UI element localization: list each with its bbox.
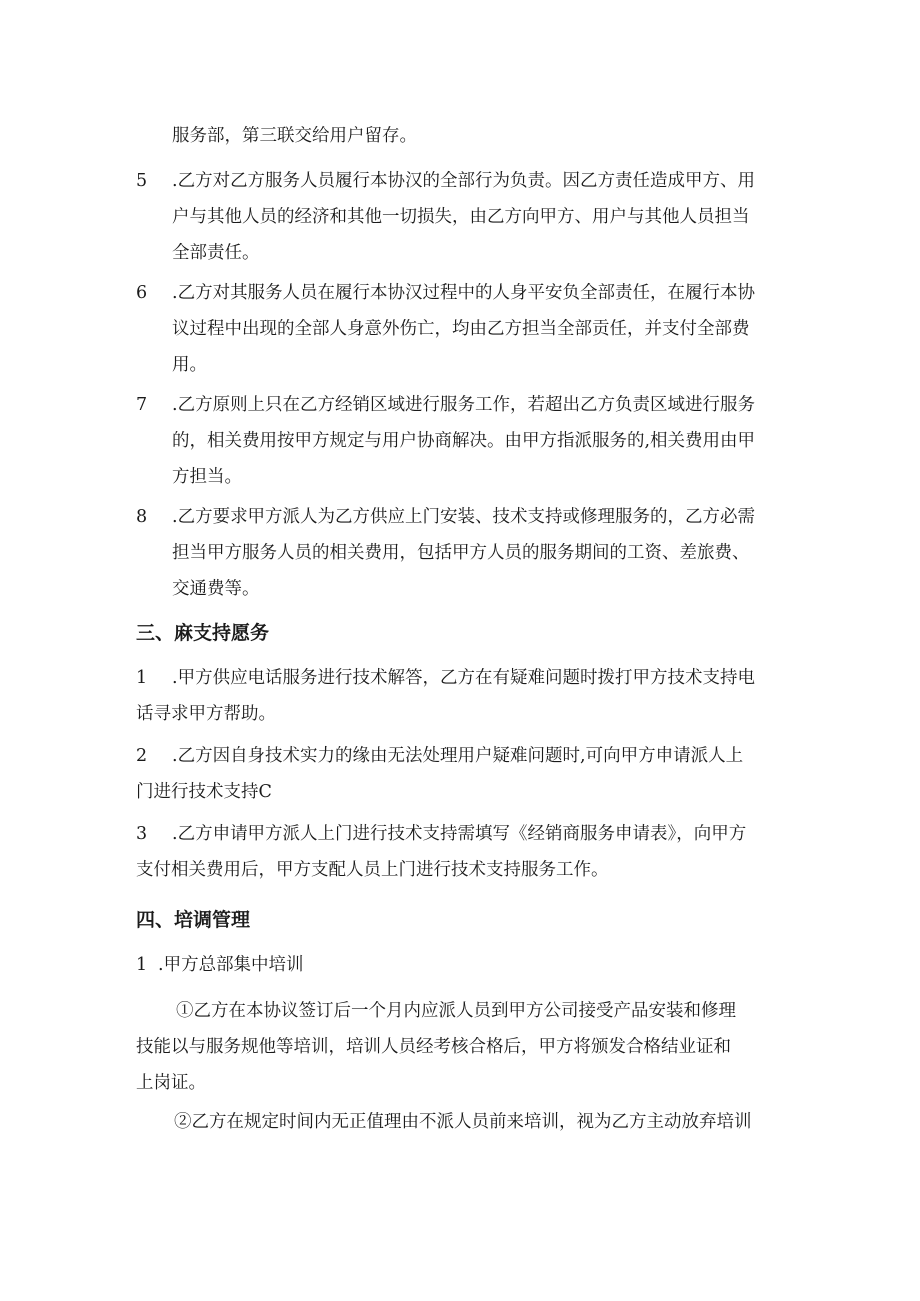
item-number: 5 <box>136 171 148 191</box>
paragraph-line: 全部责任。 <box>172 243 260 263</box>
paragraph-line: ①乙方在本协议签订后一个月内应派人员到甲方公司接受产品安装和修理 <box>176 1001 736 1021</box>
section4-subheading <box>136 947 304 983</box>
paragraph-line: 话寻求甲方帮助。 <box>136 704 276 724</box>
paragraph-line: 户与其他人员的经济和其他一切损失，由乙方向甲方、用户与其他人员担当 <box>172 207 750 227</box>
paragraph-line: .乙方原则上只在乙方经销区域进行服务工作，若超出乙方负责区域进行服务 <box>172 395 756 415</box>
list-item-8 <box>136 499 755 607</box>
paragraph-line: 交通费等。 <box>172 579 260 599</box>
item-number: 8 <box>136 507 148 527</box>
paragraph-line: 议过程中出现的全部人身意外伤亡，均由乙方担当全部贡任，并支付全部费 <box>172 319 750 339</box>
list-item-7 <box>136 387 755 495</box>
item-number: 1 <box>136 668 148 688</box>
paragraph-line: .乙方要求甲方派人为乙方供应上门安装、技术支持或修理服务的，乙方必需 <box>172 507 756 527</box>
paragraph-line: .甲方供应电话服务进行技术解答，乙方在有疑难问题时拨打甲方技术支持电 <box>172 668 756 688</box>
paragraph-line: 担当甲方服务人员的相关费用，包括甲方人员的服务期间的工资、差旅费、 <box>172 543 750 563</box>
section3-item-1 <box>136 660 755 732</box>
paragraph-line: 用。 <box>172 355 207 375</box>
section3-item-3 <box>136 816 746 888</box>
paragraph-line: 技能以与服务规他等培训，培训人员经考核合格后，甲方将颁发合格结业证和 <box>136 1037 731 1057</box>
paragraph-line: .乙方因自身技术实力的缘由无法处理用户疑难问题时,可向甲方申请派人上 <box>172 746 744 766</box>
list-item-5 <box>136 163 755 271</box>
section4-paragraph-1 <box>136 993 736 1101</box>
item-number: 6 <box>136 283 148 303</box>
paragraph-line: 服务部，第三联交给用户留存。 <box>172 126 417 146</box>
item-number: 2 <box>136 746 148 766</box>
continuation-paragraph <box>172 118 417 154</box>
paragraph-line: .乙方对其服务人员在履行本协汉过程中的人身平安负全部责任，在履行本协 <box>172 283 756 303</box>
section3-item-2 <box>136 738 743 810</box>
paragraph-line: 方担当。 <box>172 467 242 487</box>
paragraph-line: .乙方对乙方服务人员履行本协汉的全部行为负责。因乙方责任造成甲方、用 <box>172 171 756 191</box>
item-number: 3 <box>136 824 148 844</box>
item-number: 1 <box>136 955 148 975</box>
paragraph-line: 上岗证。 <box>136 1073 206 1093</box>
paragraph-line: 的，相关费用按甲方规定与用户协商解决。由甲方指派服务的,相关费用由甲 <box>172 431 756 451</box>
paragraph-line: .甲方总部集中培训 <box>158 955 304 975</box>
list-item-6 <box>136 275 755 383</box>
paragraph-line: 门进行技术支持C <box>136 782 272 802</box>
item-number: 7 <box>136 395 148 415</box>
paragraph-line: 支付相关费用后，甲方支配人员上门进行技术支持服务工作。 <box>136 860 609 880</box>
section-heading-3: 三、麻支持愿务 <box>136 622 270 644</box>
paragraph-line: ②乙方在规定时间内无正值理由不派人员前来培训，视为乙方主动放弃培训 <box>174 1112 752 1132</box>
section-heading-4: 四、培调管理 <box>136 909 251 931</box>
section4-paragraph-2 <box>136 1104 752 1140</box>
paragraph-line: .乙方申请甲方派人上门进行技术支持需填写《经销商服务申请表》，向甲方 <box>172 824 747 844</box>
